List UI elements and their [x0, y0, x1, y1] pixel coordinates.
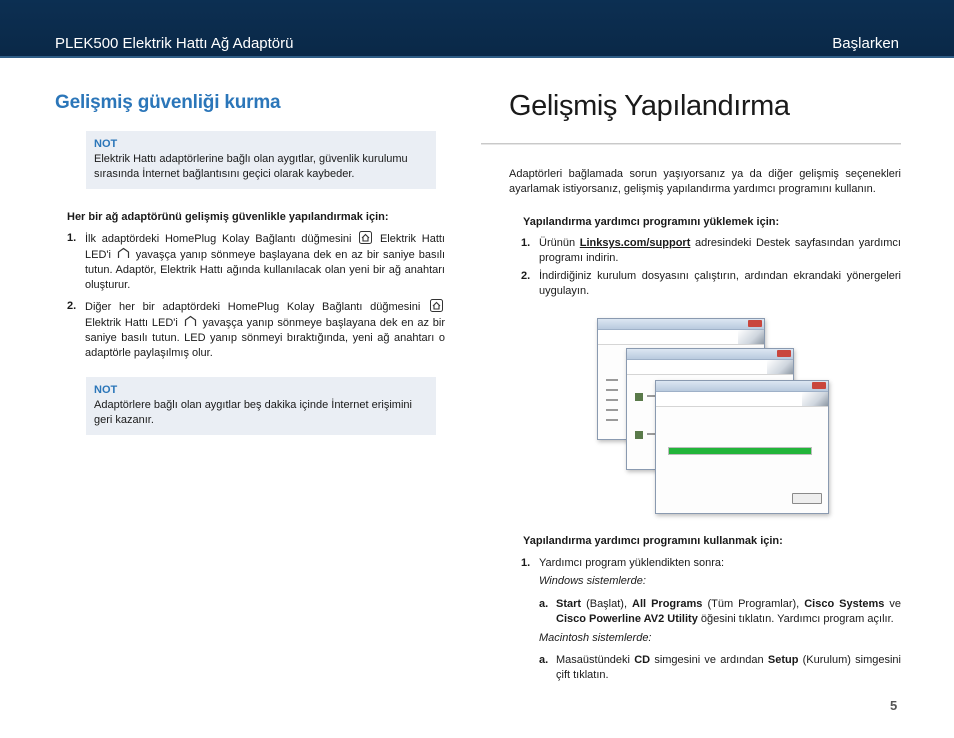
header-rule	[0, 56, 954, 58]
step-text: (Başlat),	[586, 598, 628, 610]
homeplug-button-icon	[430, 299, 443, 312]
document-title: PLEK500 Elektrik Hattı Ağ Adaptörü	[55, 35, 294, 52]
wizard-window-setup-status	[655, 380, 829, 514]
step-number: 1.	[521, 237, 531, 249]
mac-substeps	[509, 653, 901, 683]
window-header	[656, 392, 828, 407]
step-text: Yardımcı program yüklendikten sonra:	[539, 557, 725, 569]
page-title: Gelişmiş Yapılandırma	[509, 90, 790, 122]
step-text: (Tüm Programlar),	[707, 598, 800, 610]
step-text: Masaüstündeki	[556, 654, 630, 666]
cancel-button[interactable]	[792, 493, 822, 504]
powerline-led-icon	[184, 315, 197, 328]
step-text: adresindeki Destek sayfasından yardımcı programı indirin.	[539, 237, 901, 264]
section-title: Başlarken	[832, 35, 899, 52]
step-text: Elektrik Hattı LED'i	[85, 317, 178, 329]
list-item	[509, 597, 901, 627]
step-text: Ürünün	[539, 237, 576, 249]
step-text: öğesini tıklatın. Yardımcı program açılır.	[700, 613, 894, 625]
setup-wizard-screenshots	[597, 318, 829, 514]
step-text: İlk adaptördeki HomePlug Kolay Bağlantı düğmesini	[85, 233, 352, 245]
step-text: (Kurulum) simgesini çift tıklatın.	[556, 654, 901, 681]
window-titlebar	[627, 349, 793, 360]
page-number: 5	[890, 698, 898, 713]
load-heading: Yapılandırma yardımcı programını yüklemek için:	[523, 216, 780, 228]
step-text: İndirdiğiniz kurulum dosyasını çalıştırın, ardından ekrandaki yönergeleri uygulayın.	[539, 270, 901, 297]
list-item	[509, 236, 901, 266]
mac-label-text: Macintosh sistemlerde:	[539, 632, 652, 644]
page-curl-graphic	[738, 330, 764, 344]
windows-substeps	[509, 597, 901, 627]
advanced-security-heading: Gelişmiş güvenliği kurma	[55, 92, 281, 113]
step-text: Diğer her bir adaptördeki HomePlug Kolay Bağlantı düğmesini	[85, 301, 421, 313]
step-text: ve	[889, 598, 902, 610]
load-steps	[509, 236, 901, 299]
window-header	[627, 360, 793, 375]
note-box-2	[86, 377, 436, 435]
step-text: simgesini ve ardından	[654, 654, 764, 666]
window-header	[598, 330, 764, 345]
window-titlebar	[656, 381, 828, 392]
title-divider	[481, 143, 901, 145]
page-curl-graphic	[767, 360, 793, 374]
homeplug-button-icon	[359, 231, 372, 244]
window-titlebar	[598, 319, 764, 330]
menu-term: Start	[556, 598, 582, 610]
steps-heading: Her bir ağ adaptörünü gelişmiş güvenlikle yapılandırmak için:	[67, 211, 389, 223]
list-item	[55, 231, 445, 293]
note-text: Elektrik Hattı adaptörlerine bağlı olan aygıtlar, güvenlik kurulumu sırasında İnternet bağlantısını geçici olarak kaybeder.	[94, 153, 408, 180]
close-icon	[777, 350, 791, 357]
intro-paragraph: Adaptörleri bağlamada sorun yaşıyorsanız ya da diğer gelişmiş seçenekleri ayarlamak istiyorsanız, gelişmiş yapılandırma yardımcı programını kullanın.	[509, 168, 901, 195]
mac-label	[509, 631, 901, 646]
step-text: yavaşça yanıp sönmeye başlayana dek en az bir saniye basılı tutun. Adaptör, Elektrik Hattı ağında kullanılacak olan yeni bir ağ anahtarı oluşturur.	[85, 249, 445, 291]
close-icon	[748, 320, 762, 327]
support-link[interactable]: Linksys.com/support	[579, 237, 691, 249]
note-box-1	[86, 131, 436, 189]
menu-term: All Programs	[632, 598, 703, 610]
windows-label-text: Windows sistemlerde:	[539, 575, 646, 587]
right-column	[509, 90, 901, 299]
windows-label	[509, 574, 901, 589]
install-progress-bar	[668, 447, 812, 455]
list-item	[55, 299, 445, 361]
page-header	[0, 0, 954, 58]
right-column-lower	[509, 535, 901, 683]
substep-letter: a.	[539, 654, 549, 666]
security-steps	[55, 231, 445, 361]
progress-fill	[669, 448, 811, 454]
step-number: 1.	[521, 557, 531, 569]
step-text: yavaşça yanıp sönmeye başlayana dek en az bir saniye basılı tutun. LED yanıp sönmeyi bıraktığında, yeni ağ anahtarı o adaptörle paylaşılmış olur.	[85, 317, 445, 359]
step-number: 2.	[67, 300, 77, 312]
note-label: NOT	[94, 138, 118, 150]
step-number: 1.	[67, 232, 77, 244]
left-column	[55, 90, 445, 435]
menu-term: Cisco Systems	[804, 598, 885, 610]
page-curl-graphic	[802, 392, 828, 406]
use-heading: Yapılandırma yardımcı programını kullanmak için:	[523, 535, 783, 547]
close-icon	[812, 382, 826, 389]
menu-term: Setup	[767, 654, 799, 666]
list-item	[509, 653, 901, 683]
menu-term: Cisco Powerline AV2 Utility	[556, 613, 698, 625]
substep-letter: a.	[539, 598, 549, 610]
step-number: 2.	[521, 270, 531, 282]
note-label: NOT	[94, 384, 118, 396]
use-steps	[509, 556, 901, 571]
step-text: Elektrik Hattı LED'i	[85, 233, 445, 261]
list-item	[509, 269, 901, 299]
powerline-led-icon	[117, 247, 130, 260]
note-text: Adaptörlere bağlı olan aygıtlar beş dakika içinde İnternet erişimini geri kazanır.	[94, 399, 412, 426]
menu-term: CD	[634, 654, 651, 666]
list-item	[509, 556, 901, 571]
